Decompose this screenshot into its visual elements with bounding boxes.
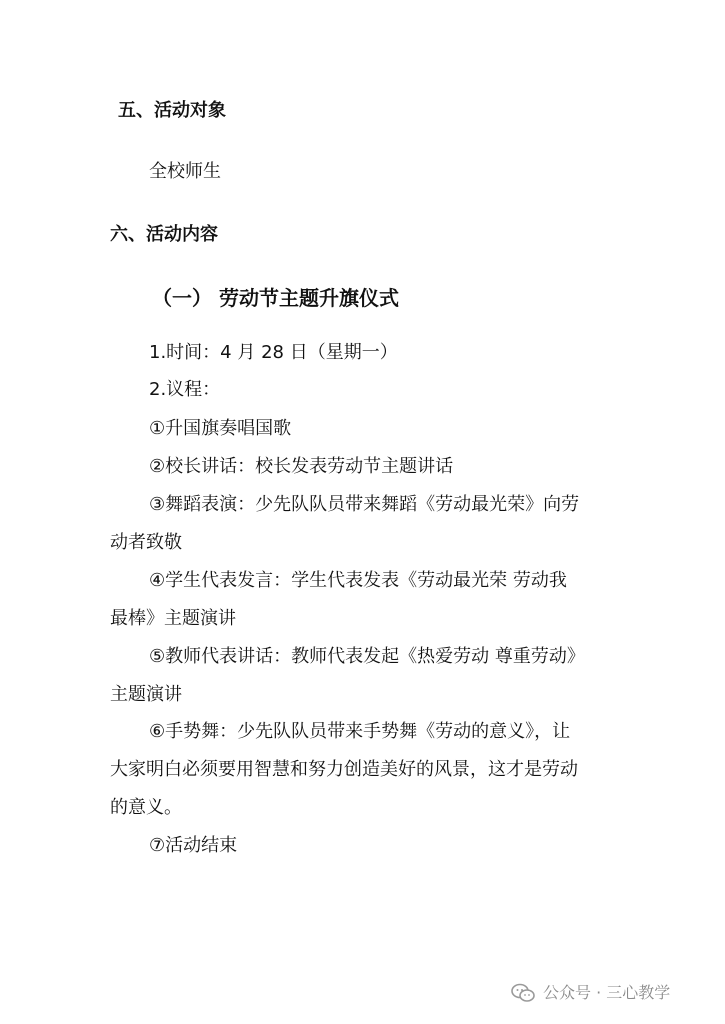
watermark bbox=[511, 982, 670, 1004]
agenda-item-4-line-2: 最棒》主题演讲 bbox=[110, 608, 236, 629]
activity-target: 全校师生 bbox=[149, 161, 221, 182]
agenda-label: 2.议程： bbox=[149, 379, 221, 400]
agenda-item-1: ①升国旗奏唱国歌 bbox=[149, 418, 292, 439]
watermark-text: 公众号 · 三心教学 bbox=[543, 983, 671, 1002]
agenda-item-7: ⑦活动结束 bbox=[149, 835, 238, 856]
section6-heading: 六、活动内容 bbox=[110, 224, 218, 245]
wechat-icon bbox=[511, 983, 535, 1003]
time-line: 1.时间：4 月 28 日（星期一） bbox=[149, 342, 398, 363]
sub-heading: （一） 劳动节主题升旗仪式 bbox=[152, 286, 399, 310]
agenda-item-5-line-1: ⑤教师代表讲话：教师代表发起《热爱劳动 尊重劳动》 bbox=[149, 646, 585, 667]
agenda-item-3-line-1: ③舞蹈表演：少先队队员带来舞蹈《劳动最光荣》向劳 bbox=[149, 494, 580, 515]
agenda-item-5-line-2: 主题演讲 bbox=[110, 684, 182, 705]
agenda-item-4-line-1: ④学生代表发言：学生代表发表《劳动最光荣 劳动我 bbox=[149, 570, 567, 591]
agenda-item-2: ②校长讲话：校长发表劳动节主题讲话 bbox=[149, 456, 454, 477]
agenda-item-6-line-1: ⑥手势舞：少先队队员带来手势舞《劳动的意义》，让 bbox=[149, 721, 571, 742]
agenda-item-6-line-2: 大家明白必须要用智慧和努力创造美好的风景，这才是劳动 bbox=[110, 759, 578, 780]
agenda-item-6-line-3: 的意义。 bbox=[110, 797, 182, 818]
agenda-item-3-line-2: 动者致敬 bbox=[110, 532, 182, 553]
section5-heading: 五、活动对象 bbox=[118, 100, 226, 121]
